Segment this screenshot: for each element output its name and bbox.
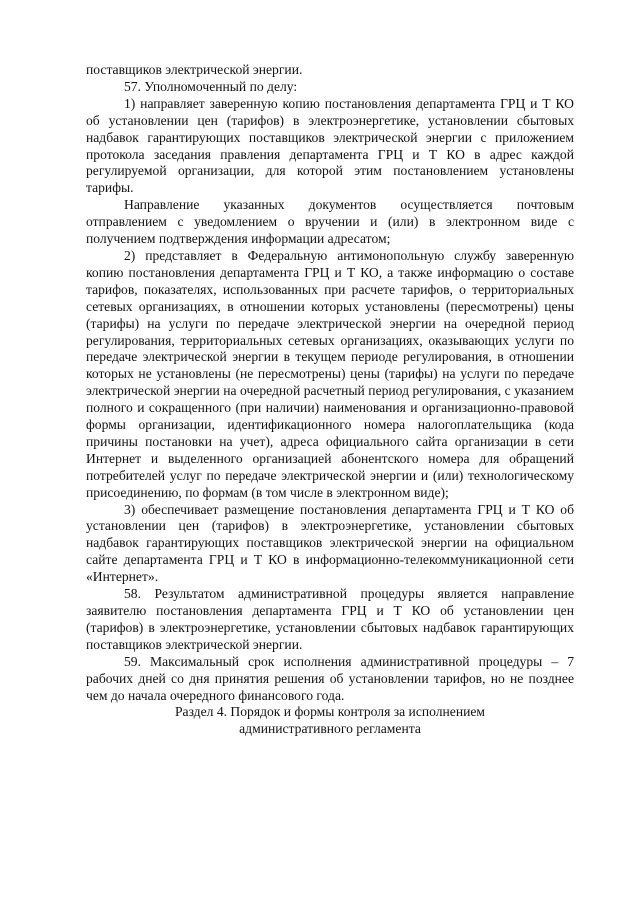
paragraph-58: 58. Результатом административной процедуры является направление заявителю постановления департамента ГРЦ и Т КО об установлении цен (тарифов) в электроэнергетике, установлении сбытовых надбавок гарантирующих поставщиков электрической энергии. bbox=[86, 586, 574, 652]
paragraph-57-item-3: 3) обеспечивает размещение постановления департамента ГРЦ и Т КО об установлении цен (тарифов) в электроэнергетике, установлении сбытовых надбавок гарантирующих поставщиков электрической энергии на официальном сайте департамента ГРЦ и Т КО в информационно-телекоммуникационной сети «Интернет». bbox=[86, 501, 574, 585]
section-heading-line-2: административного регламента bbox=[239, 721, 421, 737]
section-heading-line-1: Раздел 4. Порядок и формы контроля за исполнением bbox=[174, 704, 486, 720]
paragraph-57-item-2: 2) представляет в Федеральную антимонопольную службу заверенную копию постановления департамента ГРЦ и Т КО, а также информацию о составе тарифов, показателях, использованных при расчете тарифов, о территориальных сетевых организациях, в отношении которых установлены (пересмотрены) цены (тарифы) на услуги по передаче электрической энергии на очередной период регулирования, территориальных сетевых организациях, оказывающих услуги по передаче электрической энергии в текущем периоде регулирования, в отношении которых не установлены (не пересмотрены) цены (тарифы) на услуги по передаче электрической энергии на очередной расчетный период регулирования, с указанием полного и сокращенного (при наличии) наименования и организационно-правовой формы организации, идентификационного номера налогоплательщика (кода причины постановки на учет), адреса официального сайта организации в сети Интернет и выделенного организацией абонентского номера для обращений потребителей услуг по передаче электрической энергии и (или) технологическому присоединению, по формам (в том числе в электронном виде); bbox=[86, 247, 574, 500]
section-heading bbox=[86, 704, 574, 738]
paragraph-57-item-1: 1) направляет заверенную копию постановления департамента ГРЦ и Т КО об установлении цен (тарифов) в электроэнергетике, установлении сбытовых надбавок гарантирующих поставщиков электрической энергии с приложением протокола заседания правления департамента ГРЦ и Т КО в адрес каждой регулируемой организации, для которой этим постановлением установлены тарифы. bbox=[86, 95, 574, 196]
paragraph-59: 59. Максимальный срок исполнения административной процедуры – 7 рабочих дней со дня принятия решения об установлении тарифов, но не позднее чем до начала очередного финансового года. bbox=[86, 653, 574, 703]
paragraph-57: 57. Уполномоченный по делу: bbox=[124, 78, 298, 94]
document-page bbox=[86, 62, 574, 738]
paragraph-continuation: поставщиков электрической энергии. bbox=[86, 62, 303, 77]
paragraph-57-delivery: Направление указанных документов осуществляется почтовым отправлением с уведомлением о вручении и (или) в электронном виде с получением подтверждения информации адресатом; bbox=[86, 197, 574, 247]
